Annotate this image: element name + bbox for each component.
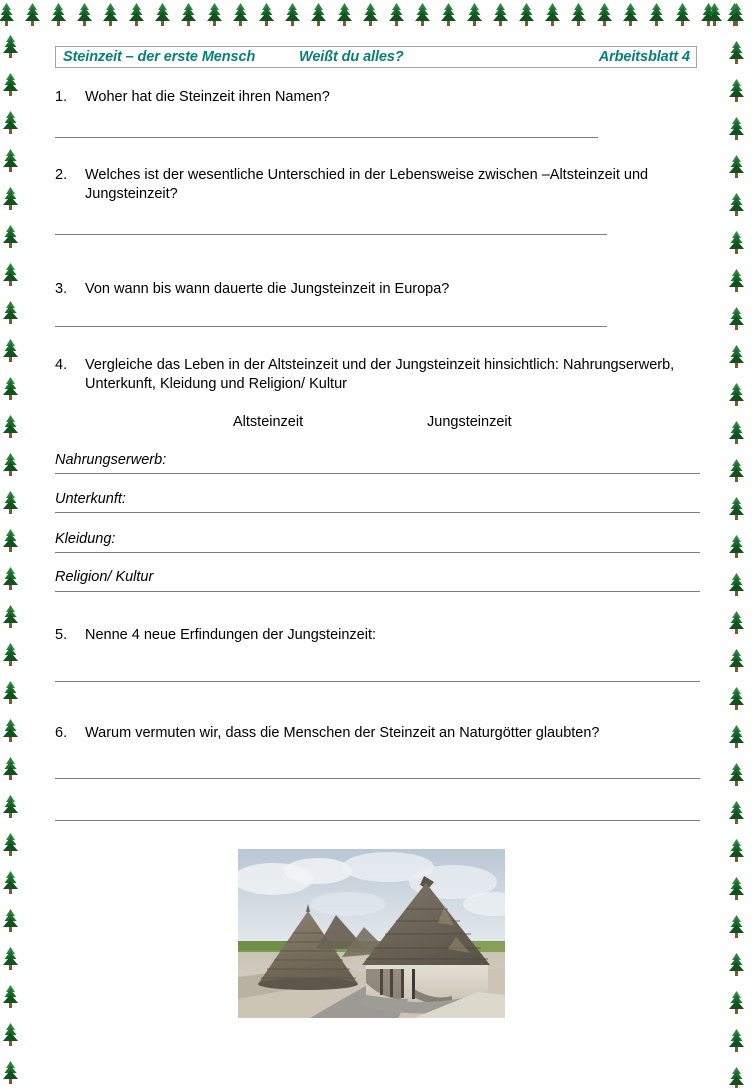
table-line-unterkunft[interactable] xyxy=(55,512,700,513)
fir-tree-icon xyxy=(0,2,15,26)
row-label-nahrungserwerb: Nahrungserwerb: xyxy=(55,452,167,468)
fir-tree-icon xyxy=(728,648,745,672)
answer-line-1[interactable] xyxy=(55,137,598,138)
sheet-number-label: Arbeitsblatt 4 xyxy=(598,49,690,65)
question-1 xyxy=(55,88,700,107)
tree-border-left xyxy=(0,0,34,1088)
fir-tree-icon xyxy=(728,382,745,406)
row-label-kleidung: Kleidung: xyxy=(55,531,116,547)
question-2 xyxy=(55,166,700,204)
fir-tree-icon xyxy=(2,452,19,476)
fir-tree-icon xyxy=(728,572,745,596)
fir-tree-icon xyxy=(2,414,19,438)
answer-line-2[interactable] xyxy=(55,234,607,235)
fir-tree-icon xyxy=(2,262,19,286)
fir-tree-icon xyxy=(2,300,19,324)
fir-tree-icon xyxy=(728,1028,745,1052)
fir-tree-icon xyxy=(2,680,19,704)
fir-tree-icon xyxy=(728,344,745,368)
fir-tree-icon xyxy=(728,914,745,938)
fir-tree-icon xyxy=(2,186,19,210)
row-label-unterkunft: Unterkunft: xyxy=(55,491,126,507)
question-3 xyxy=(55,280,700,299)
fir-tree-icon xyxy=(728,2,745,26)
fir-tree-icon xyxy=(728,230,745,254)
question-4-number: 4. xyxy=(55,357,68,373)
worksheet-header xyxy=(55,46,697,68)
fir-tree-icon xyxy=(2,338,19,362)
fir-tree-icon xyxy=(728,952,745,976)
fir-tree-icon xyxy=(728,686,745,710)
fir-tree-icon xyxy=(2,870,19,894)
fir-tree-icon xyxy=(2,148,19,172)
question-6-text: Warum vermuten wir, dass die Menschen der Steinzeit an Naturgötter glaubten? xyxy=(85,725,600,741)
fir-tree-icon xyxy=(728,800,745,824)
answer-line-6b[interactable] xyxy=(55,820,700,821)
fir-tree-icon xyxy=(728,420,745,444)
photo-neolithic-roundhouses xyxy=(238,849,505,1018)
fir-tree-icon xyxy=(728,496,745,520)
table-line-nahrungserwerb[interactable] xyxy=(55,473,700,474)
fir-tree-icon xyxy=(2,1060,19,1084)
question-6-number: 6. xyxy=(55,725,68,741)
answer-line-6a[interactable] xyxy=(55,778,700,779)
fir-tree-icon xyxy=(2,490,19,514)
fir-tree-icon xyxy=(728,876,745,900)
answer-line-5[interactable] xyxy=(55,681,700,682)
question-1-text: Woher hat die Steinzeit ihren Namen? xyxy=(85,89,330,105)
fir-tree-icon xyxy=(2,642,19,666)
column-header-jungsteinzeit: Jungsteinzeit xyxy=(427,414,512,430)
fir-tree-icon xyxy=(728,116,745,140)
fir-tree-icon xyxy=(728,534,745,558)
tree-border-right xyxy=(714,0,752,1088)
fir-tree-icon xyxy=(726,2,743,26)
fir-tree-icon xyxy=(2,908,19,932)
row-label-religion-kultur: Religion/ Kultur xyxy=(55,569,154,585)
fir-tree-icon xyxy=(706,2,723,26)
fir-tree-icon xyxy=(2,72,19,96)
question-5-number: 5. xyxy=(55,627,68,643)
fir-tree-icon xyxy=(728,458,745,482)
fir-tree-icon xyxy=(728,610,745,634)
fir-tree-icon xyxy=(728,154,745,178)
question-6 xyxy=(55,724,700,743)
fir-tree-icon xyxy=(728,306,745,330)
fir-tree-icon xyxy=(728,762,745,786)
answer-line-3[interactable] xyxy=(55,326,607,327)
question-2-number: 2. xyxy=(55,167,68,183)
page-subtitle: Weißt du alles? xyxy=(299,49,404,65)
fir-tree-icon xyxy=(728,724,745,748)
question-4 xyxy=(55,356,700,394)
fir-tree-icon xyxy=(728,78,745,102)
fir-tree-icon xyxy=(2,718,19,742)
question-5-text: Nenne 4 neue Erfindungen der Jungsteinzeit: xyxy=(85,627,377,643)
fir-tree-icon xyxy=(728,192,745,216)
question-2-text: Welches ist der wesentliche Unterschied in der Lebensweise zwischen –Altsteinzeit und Jungsteinzeit? xyxy=(85,167,649,202)
fir-tree-icon xyxy=(2,34,19,58)
fir-tree-icon xyxy=(2,756,19,780)
fir-tree-icon xyxy=(2,604,19,628)
fir-tree-icon xyxy=(728,1066,745,1088)
fir-tree-icon xyxy=(2,224,19,248)
fir-tree-icon xyxy=(728,40,745,64)
worksheet-content xyxy=(55,0,700,1088)
fir-tree-icon xyxy=(2,528,19,552)
fir-tree-icon xyxy=(2,984,19,1008)
question-3-number: 3. xyxy=(55,281,68,297)
fir-tree-icon xyxy=(2,110,19,134)
fir-tree-icon xyxy=(24,2,41,26)
fir-tree-icon xyxy=(2,566,19,590)
question-3-text: Von wann bis wann dauerte die Jungsteinzeit in Europa? xyxy=(85,281,450,297)
fir-tree-icon xyxy=(728,838,745,862)
fir-tree-icon xyxy=(728,990,745,1014)
column-header-altsteinzeit: Altsteinzeit xyxy=(233,414,304,430)
fir-tree-icon xyxy=(2,1022,19,1046)
page-title: Steinzeit – der erste Mensch xyxy=(63,49,256,65)
table-line-kleidung[interactable] xyxy=(55,552,700,553)
question-1-number: 1. xyxy=(55,89,68,105)
fir-tree-icon xyxy=(700,2,717,26)
fir-tree-icon xyxy=(2,794,19,818)
question-4-text: Vergleiche das Leben in der Altsteinzeit und der Jungsteinzeit hinsichtlich: Nahrungserwerb, Unterkunft, Kleidung und Religion/ Kultur xyxy=(85,357,675,392)
question-5 xyxy=(55,626,700,645)
fir-tree-icon xyxy=(2,946,19,970)
table-line-religion-kultur[interactable] xyxy=(55,591,700,592)
fir-tree-icon xyxy=(728,268,745,292)
fir-tree-icon xyxy=(2,832,19,856)
fir-tree-icon xyxy=(2,376,19,400)
